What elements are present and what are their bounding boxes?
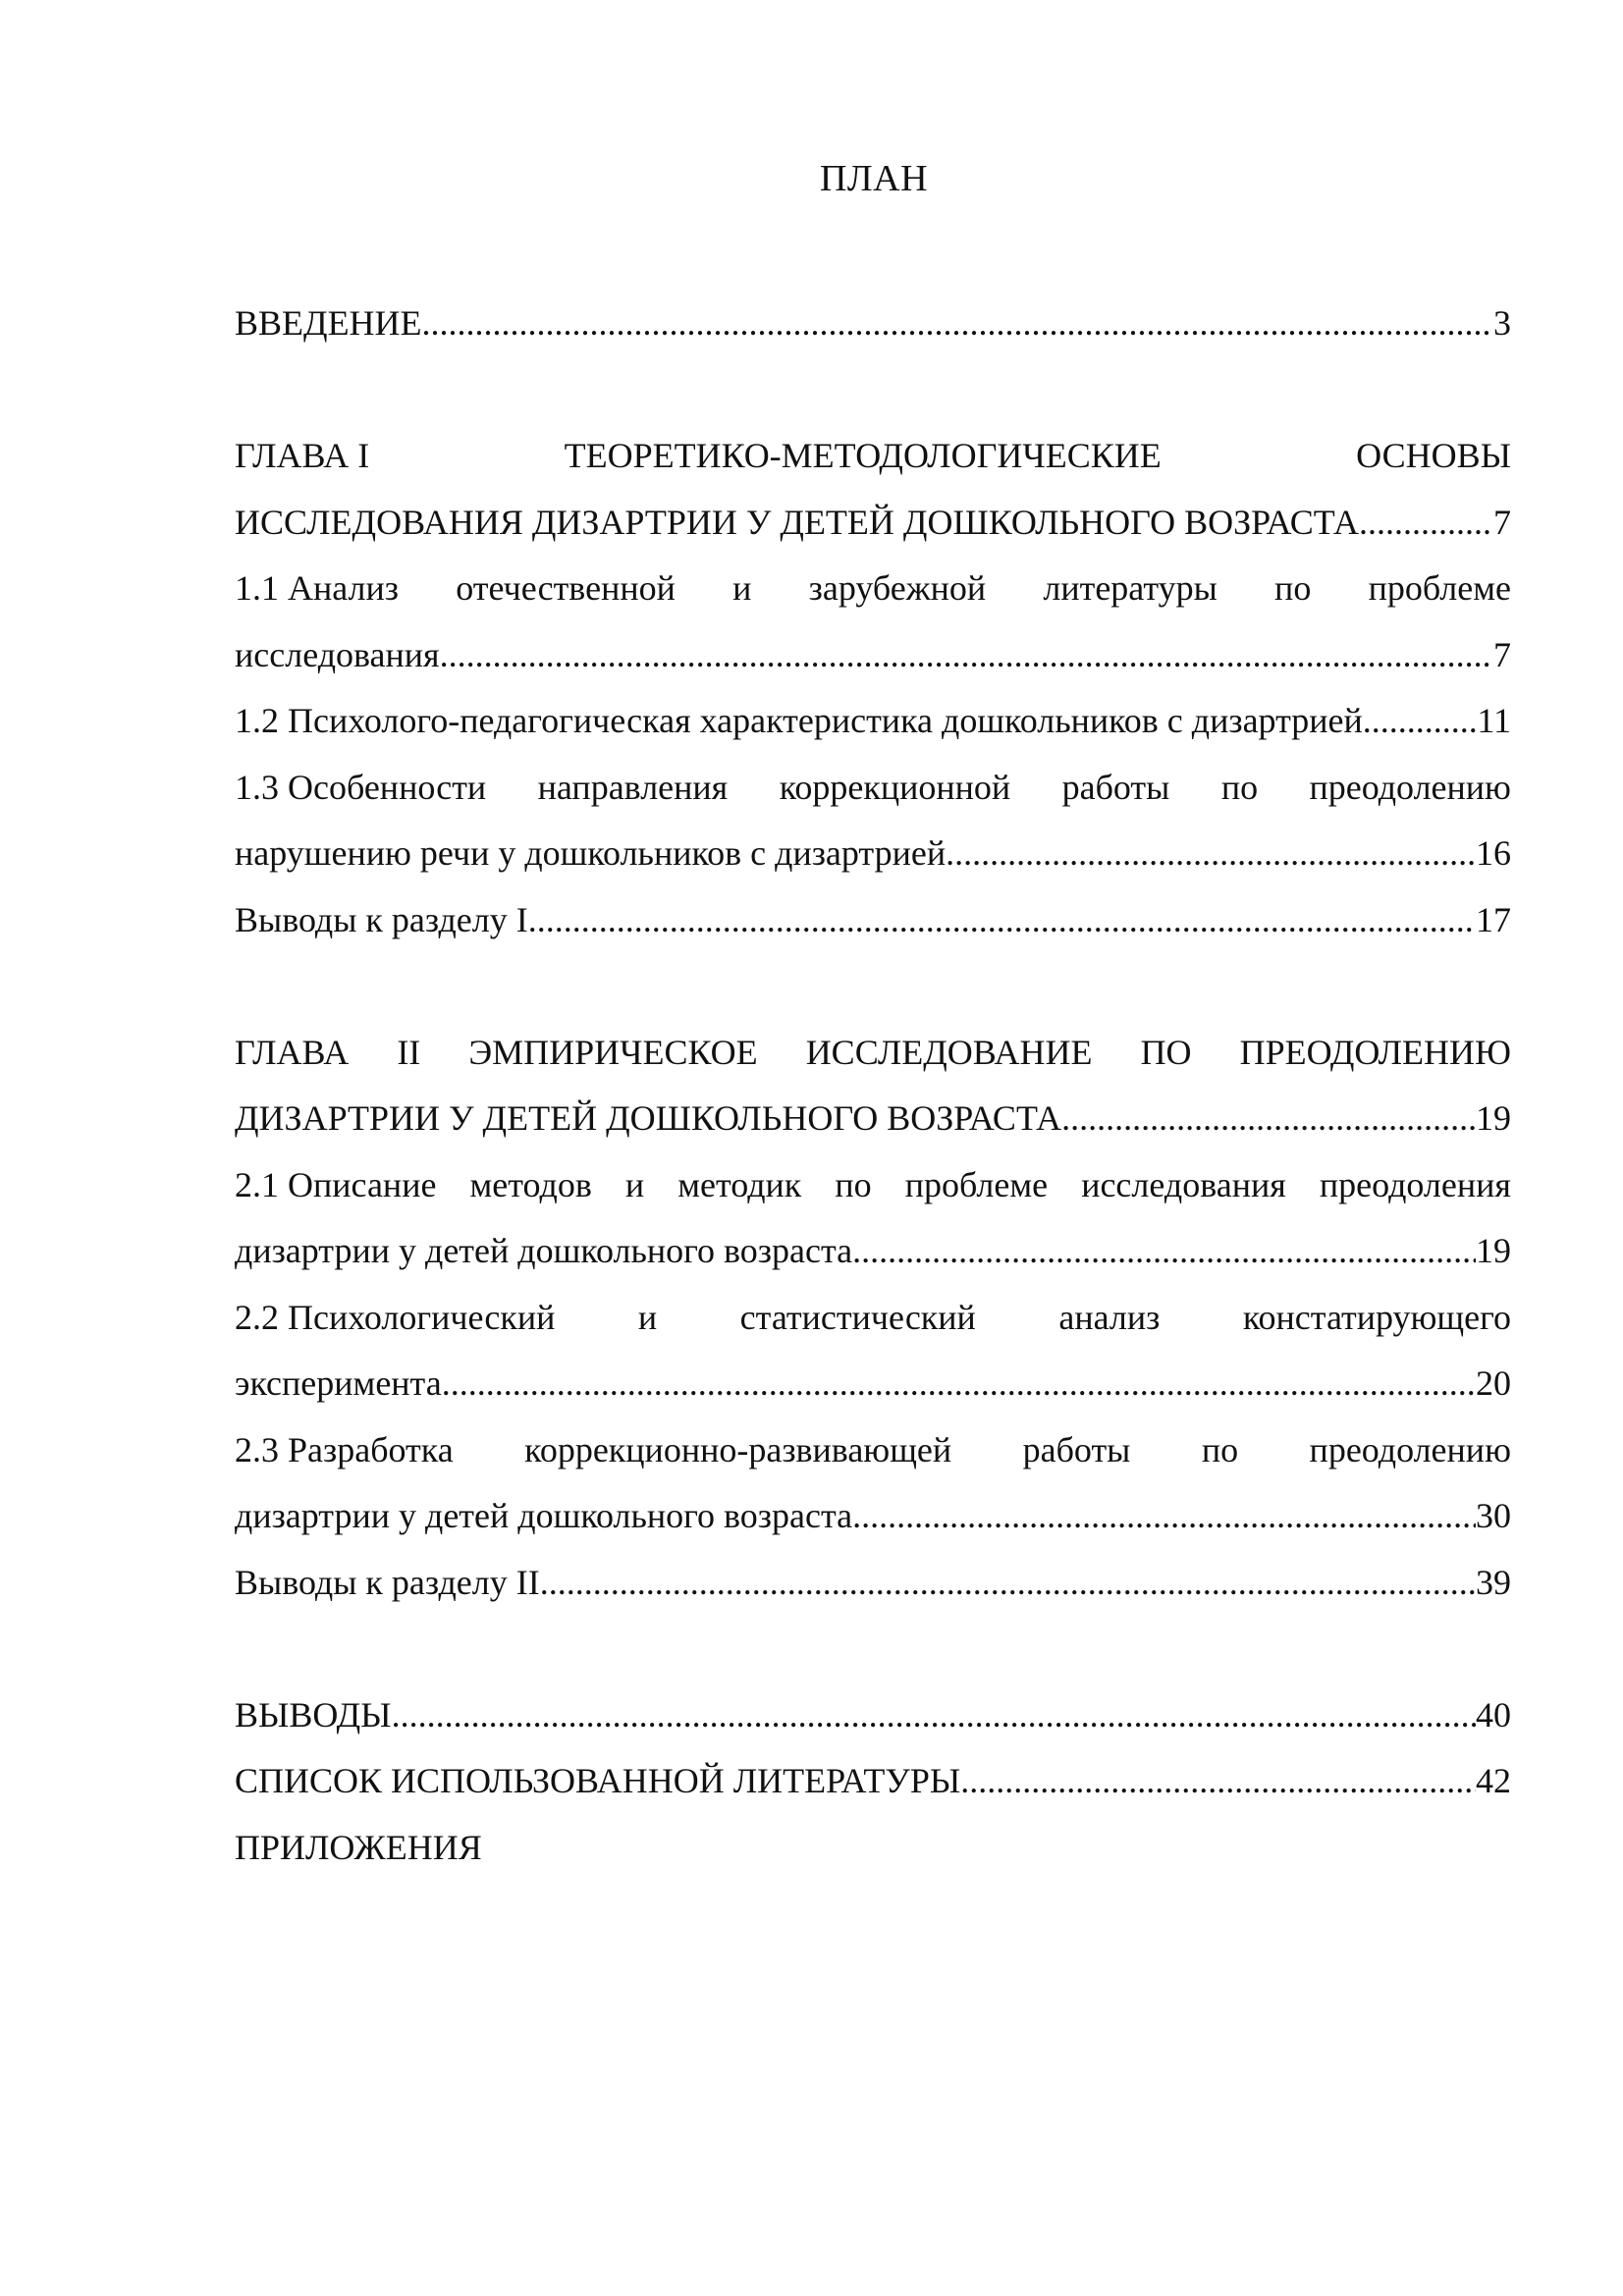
- toc-word: 1.3 Особенности: [235, 767, 487, 807]
- toc-entry-title: дизартрии у детей дошкольного возраста: [235, 1496, 853, 1535]
- toc-entry: [235, 1550, 1511, 1617]
- toc-leader-dots: [1363, 688, 1478, 755]
- toc-entry-title: СПИСОК ИСПОЛЬЗОВАННОЙ ЛИТЕРАТУРЫ: [235, 1761, 961, 1800]
- toc-entry-title: дизартрии у детей дошкольного возраста: [235, 1231, 853, 1270]
- toc-word: ЭМПИРИЧЕСКОЕ: [468, 1032, 758, 1072]
- toc-word: и: [624, 1164, 645, 1204]
- toc-word: статистический: [739, 1297, 976, 1337]
- toc-entry: [235, 1682, 1511, 1749]
- toc-spacer: [235, 1616, 1511, 1682]
- toc-word: направления: [537, 767, 729, 807]
- toc-word: проблеме: [1368, 568, 1511, 608]
- toc-page-number: 19: [1476, 1231, 1511, 1270]
- toc-leader-dots: [852, 1483, 1476, 1550]
- toc-leader-dots: [528, 887, 1476, 954]
- toc-word: ГЛАВА I: [235, 436, 370, 475]
- toc-word: по: [1201, 1429, 1239, 1469]
- toc-leader-dots: [442, 1351, 1476, 1417]
- toc-word: ГЛАВА: [235, 1032, 350, 1072]
- toc-page-number: 20: [1476, 1363, 1511, 1403]
- toc-word: ОСНОВЫ: [1356, 436, 1511, 475]
- toc-word: ТЕОРЕТИКО-МЕТОДОЛОГИЧЕСКИЕ: [564, 436, 1162, 475]
- toc-spacer: [235, 953, 1511, 1020]
- toc-word: ИССЛЕДОВАНИЕ: [805, 1032, 1093, 1072]
- toc-word: ПО: [1140, 1032, 1192, 1072]
- toc-entry-title: ВВЕДЕНИЕ: [235, 303, 422, 343]
- toc-word: работы: [1022, 1429, 1131, 1469]
- toc-word: 1.1 Анализ: [235, 568, 400, 608]
- toc-entry: [235, 1086, 1511, 1152]
- toc-entry: [235, 490, 1511, 557]
- toc-word: 2.2 Психологический: [235, 1297, 556, 1337]
- toc-entry-title: Выводы к разделу I: [235, 899, 528, 939]
- toc-spacer: [235, 357, 1511, 424]
- toc-word: 2.1 Описание: [235, 1164, 437, 1204]
- toc-word: констатирующего: [1242, 1297, 1511, 1337]
- toc-entry: [235, 887, 1511, 954]
- toc-leader-dots: [960, 1748, 1476, 1815]
- toc-word: по: [835, 1164, 872, 1204]
- toc-page-number: 11: [1477, 701, 1511, 740]
- toc-entry: [235, 1748, 1511, 1815]
- toc-word: работы: [1061, 767, 1170, 807]
- toc-entry: [235, 622, 1511, 689]
- toc-page-number: 16: [1476, 833, 1511, 873]
- toc-line-justified: [235, 1152, 1511, 1219]
- toc-entry-title: ВЫВОДЫ: [235, 1694, 392, 1735]
- toc-page-number: 7: [1493, 502, 1511, 542]
- toc-entry-title: 1.2 Психолого-педагогическая характеристика дошкольников с дизартрией: [235, 701, 1363, 740]
- toc-word: анализ: [1058, 1297, 1161, 1337]
- toc-leader-dots: [852, 1218, 1476, 1285]
- toc-entry-title: ИССЛЕДОВАНИЯ ДИЗАРТРИИ У ДЕТЕЙ ДОШКОЛЬНОГО ВОЗРАСТА: [235, 502, 1359, 542]
- toc-page-number: 39: [1476, 1562, 1511, 1602]
- table-of-contents: [235, 291, 1511, 1881]
- toc-leader-dots: [392, 1682, 1476, 1749]
- toc-line-justified: [235, 1417, 1511, 1484]
- toc-leader-dots: [946, 821, 1476, 887]
- toc-entry-title: эксперимента: [235, 1363, 442, 1403]
- toc-line-justified: [235, 755, 1511, 822]
- toc-word: и: [637, 1297, 658, 1337]
- toc-page-number: 17: [1476, 899, 1511, 939]
- toc-entry: [235, 1351, 1511, 1417]
- toc-word: преодолению: [1309, 767, 1511, 807]
- toc-leader-dots: [1359, 490, 1493, 557]
- toc-word: преодоления: [1319, 1164, 1511, 1204]
- toc-word: II: [397, 1032, 421, 1072]
- toc-page-number: 3: [1493, 303, 1511, 343]
- toc-entry: [235, 291, 1511, 357]
- toc-word: коррекционно-развивающей: [524, 1429, 952, 1469]
- toc-word: отечественной: [456, 568, 676, 608]
- toc-line-justified: [235, 1285, 1511, 1352]
- toc-leader-dots: [540, 1550, 1476, 1617]
- toc-entry: [235, 821, 1511, 887]
- toc-leader-dots: [422, 291, 1493, 357]
- toc-word: зарубежной: [808, 568, 987, 608]
- toc-line-justified: [235, 423, 1511, 490]
- toc-page-number: 19: [1476, 1098, 1511, 1138]
- toc-entry: [235, 1218, 1511, 1285]
- page-title: ПЛАН: [819, 158, 929, 199]
- toc-line-justified: [235, 556, 1511, 622]
- toc-entry-title: ДИЗАРТРИИ У ДЕТЕЙ ДОШКОЛЬНОГО ВОЗРАСТА: [235, 1098, 1062, 1138]
- toc-entry-title: Выводы к разделу II: [235, 1562, 540, 1602]
- toc-line-plain: [235, 1815, 1511, 1882]
- toc-word: методик: [677, 1164, 802, 1204]
- toc-word: и: [732, 568, 752, 608]
- toc-line-justified: [235, 1020, 1511, 1087]
- toc-page-number: 30: [1476, 1496, 1511, 1535]
- toc-word: 2.3 Разработка: [235, 1429, 454, 1469]
- toc-word: проблеме: [904, 1164, 1049, 1204]
- toc-entry-title: исследования: [235, 634, 440, 674]
- toc-word: исследования: [1081, 1164, 1286, 1204]
- toc-page-number: 7: [1493, 634, 1511, 674]
- toc-entry-title: ПРИЛОЖЕНИЯ: [235, 1827, 482, 1867]
- toc-word: методов: [469, 1164, 592, 1204]
- toc-word: по: [1220, 767, 1259, 807]
- toc-entry-title: нарушению речи у дошкольников с дизартрией: [235, 833, 947, 873]
- toc-entry: [235, 688, 1511, 755]
- toc-word: преодолению: [1309, 1429, 1511, 1469]
- toc-word: по: [1274, 568, 1312, 608]
- toc-page-number: 40: [1476, 1694, 1511, 1735]
- toc-leader-dots: [1061, 1086, 1476, 1152]
- toc-entry: [235, 1483, 1511, 1550]
- toc-leader-dots: [440, 622, 1493, 689]
- toc-page-number: 42: [1476, 1761, 1511, 1800]
- toc-word: литературы: [1043, 568, 1217, 608]
- toc-word: коррекционной: [779, 767, 1011, 807]
- toc-word: ПРЕОДОЛЕНИЮ: [1239, 1032, 1511, 1072]
